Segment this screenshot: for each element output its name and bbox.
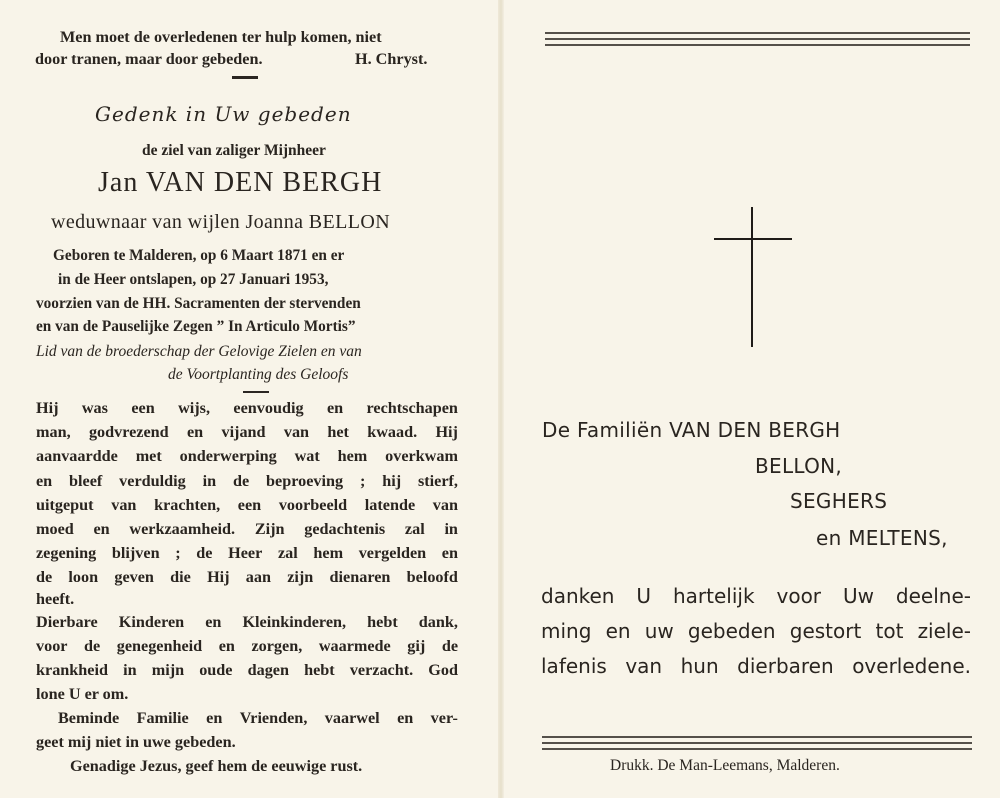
word: een (237, 495, 262, 514)
thanks-line (541, 584, 971, 608)
word: moed (36, 520, 74, 538)
word: vijand (221, 423, 266, 442)
word: een (131, 399, 155, 417)
bio-line: Geboren te Malderen, op 6 Maart 1871 en er (53, 247, 345, 264)
printer-credit: Drukk. De Man-Leemans, Malderen. (610, 757, 840, 774)
families-line: BELLON, (755, 454, 843, 478)
word: de (441, 637, 458, 655)
justified-line (36, 637, 458, 656)
word: en (326, 399, 344, 417)
justified-line (36, 399, 458, 418)
justified-line (36, 496, 458, 515)
word: ming (541, 619, 592, 643)
word: lafenis (541, 654, 607, 678)
word: oude (199, 661, 233, 679)
paragraph-children-end: lone U er om. (36, 685, 129, 703)
word: dierbaren (737, 654, 834, 678)
word: zal (404, 520, 425, 538)
word: van (283, 423, 310, 442)
membership-line: de Voortplanting des Geloofs (168, 366, 349, 383)
word: hun (680, 654, 719, 678)
justified-line (36, 568, 458, 587)
word: zal (277, 544, 298, 563)
word: die (170, 568, 191, 587)
word: stierf, (417, 471, 458, 490)
justified-line (36, 520, 458, 539)
word: God (428, 661, 458, 679)
justified-line (36, 472, 458, 491)
justified-line (36, 447, 458, 466)
word: was (81, 399, 108, 417)
quote-line-1: Men moet de overledenen ter hulp komen, niet (60, 28, 382, 46)
word: geven (114, 568, 154, 587)
word: Hij (36, 399, 59, 417)
word: voorbeeld (278, 495, 348, 514)
word: Kinderen (118, 613, 185, 631)
word: gebeden (687, 619, 776, 643)
widower-line: weduwnaar van wijlen Joanna BELLON (51, 211, 391, 233)
justified-line (36, 423, 458, 442)
word: ; (359, 471, 366, 490)
word: vaarwel (324, 709, 380, 727)
word: en (93, 520, 110, 538)
word: hem (337, 447, 368, 466)
word: aan (245, 568, 271, 587)
word: blijven (111, 544, 160, 563)
word: hebt (304, 661, 335, 679)
word: uitgeput (36, 495, 94, 514)
word: Vrienden, (239, 709, 308, 727)
bottom-rule (542, 748, 972, 750)
word: gij (407, 637, 426, 655)
word: bleef (69, 471, 103, 490)
word: Hij (207, 568, 230, 587)
word: uw (644, 619, 674, 643)
word: hem (313, 544, 344, 563)
card-fold (498, 0, 504, 798)
families-line: SEGHERS (790, 489, 888, 513)
word: ziele- (917, 619, 971, 643)
ornament-dash (243, 391, 269, 393)
bio-line: en van de Pauselijke Zegen ” In Articulo Mortis” (36, 318, 356, 335)
word: beloofd (406, 568, 458, 587)
bio-line: voorzien van de HH. Sacramenten der stervenden (36, 295, 361, 312)
thanks-line (541, 654, 971, 678)
word: dagen (247, 661, 289, 679)
bio-line: in de Heer ontslapen, op 27 Januari 1953, (58, 271, 329, 288)
word: de (196, 544, 213, 563)
word: rechtschapen (366, 399, 458, 417)
bottom-rule (542, 742, 972, 744)
word: het (327, 423, 349, 442)
justified-line (36, 613, 458, 632)
word: mijn (151, 661, 185, 679)
word: danken (541, 584, 615, 608)
word: en (605, 619, 631, 643)
word: in (444, 520, 458, 538)
paragraph-virtues-end: heeft. (36, 590, 75, 608)
word: wat (294, 447, 320, 466)
word: met (135, 447, 162, 466)
word: van (625, 654, 663, 678)
word: en (218, 637, 235, 655)
word: in (202, 471, 217, 490)
quote-attribution: H. Chryst. (355, 50, 428, 68)
word: van (432, 495, 458, 514)
word: hebt (367, 613, 398, 631)
top-rule (545, 44, 970, 46)
word: in (123, 661, 137, 679)
word: man, (36, 423, 71, 442)
families-line: en MELTENS, (816, 526, 948, 550)
word: verzacht. (349, 661, 414, 679)
justified-line (36, 661, 458, 680)
word: hij (382, 471, 402, 490)
word: voor (776, 584, 822, 608)
word: overledene. (852, 654, 971, 678)
word: en (186, 423, 204, 442)
word: de (36, 568, 53, 587)
word: zorgen, (251, 637, 303, 655)
cross-icon-bar (714, 238, 792, 240)
word: hartelijk (673, 584, 755, 608)
word: wijs, (178, 399, 211, 417)
justified-line (58, 709, 458, 728)
word: Dierbare (36, 613, 98, 631)
word: dank, (418, 613, 458, 631)
word: dienaren (329, 568, 391, 587)
word: Kleinkinderen, (242, 613, 347, 631)
bottom-rule (542, 736, 972, 738)
word: krankheid (36, 661, 108, 679)
word: en (397, 709, 414, 727)
word: latende (364, 495, 416, 514)
word: Beminde (58, 709, 120, 727)
word: de (84, 637, 101, 655)
cross-icon (751, 207, 753, 347)
word: zijn (287, 568, 314, 587)
word: Zijn (254, 520, 285, 538)
word: en (205, 613, 222, 631)
word: de (232, 471, 250, 490)
word: kwaad. (367, 423, 418, 442)
word: beproeving (266, 471, 344, 490)
membership-line: Lid van de broederschap der Gelovige Zielen en van (36, 343, 362, 360)
word: krachten, (154, 495, 221, 514)
subheading: de ziel van zaliger Mijnheer (142, 142, 326, 159)
word: voor (36, 637, 68, 655)
word: waarmede (318, 637, 391, 655)
deceased-name: Jan VAN DEN BERGH (98, 167, 383, 198)
word: zegening (36, 544, 97, 563)
top-rule (545, 32, 970, 34)
word: Familie (136, 709, 189, 727)
word: en (441, 544, 458, 563)
heading: Gedenk in Uw gebeden (95, 102, 352, 126)
word: vergelden (358, 544, 427, 563)
paragraph-family-end: geet mij niet in uwe gebeden. (36, 733, 236, 751)
word: aanvaardde (36, 447, 118, 466)
ornament-dash (232, 76, 258, 79)
word: Hij (435, 423, 458, 442)
word: onderwerping (179, 447, 277, 466)
word: U (636, 584, 652, 608)
word: deelne- (895, 584, 971, 608)
quote-line-2: door tranen, maar door gebeden. (35, 50, 263, 68)
word: tot (875, 619, 904, 643)
word: eenvoudig (233, 399, 304, 417)
families-line: De Familiën VAN DEN BERGH (542, 418, 841, 442)
word: godvrezend (88, 423, 169, 442)
word: ver- (430, 709, 458, 727)
word: gestort (789, 619, 862, 643)
word: loon (68, 568, 99, 587)
justified-line (36, 544, 458, 563)
word: verduldig (119, 471, 186, 490)
thanks-line (541, 619, 971, 643)
word: werkzaamheid. (129, 520, 236, 538)
word: ; (175, 544, 181, 563)
word: en (206, 709, 223, 727)
top-rule (545, 38, 970, 40)
word: gedachtenis (304, 520, 386, 538)
word: Uw (842, 584, 874, 608)
word: overkwam (385, 447, 458, 466)
closing-prayer: Genadige Jezus, geef hem de eeuwige rust. (70, 757, 363, 775)
word: genegenheid (116, 637, 203, 655)
word: en (36, 471, 53, 490)
word: Heer (228, 544, 263, 563)
word: van (111, 495, 137, 514)
